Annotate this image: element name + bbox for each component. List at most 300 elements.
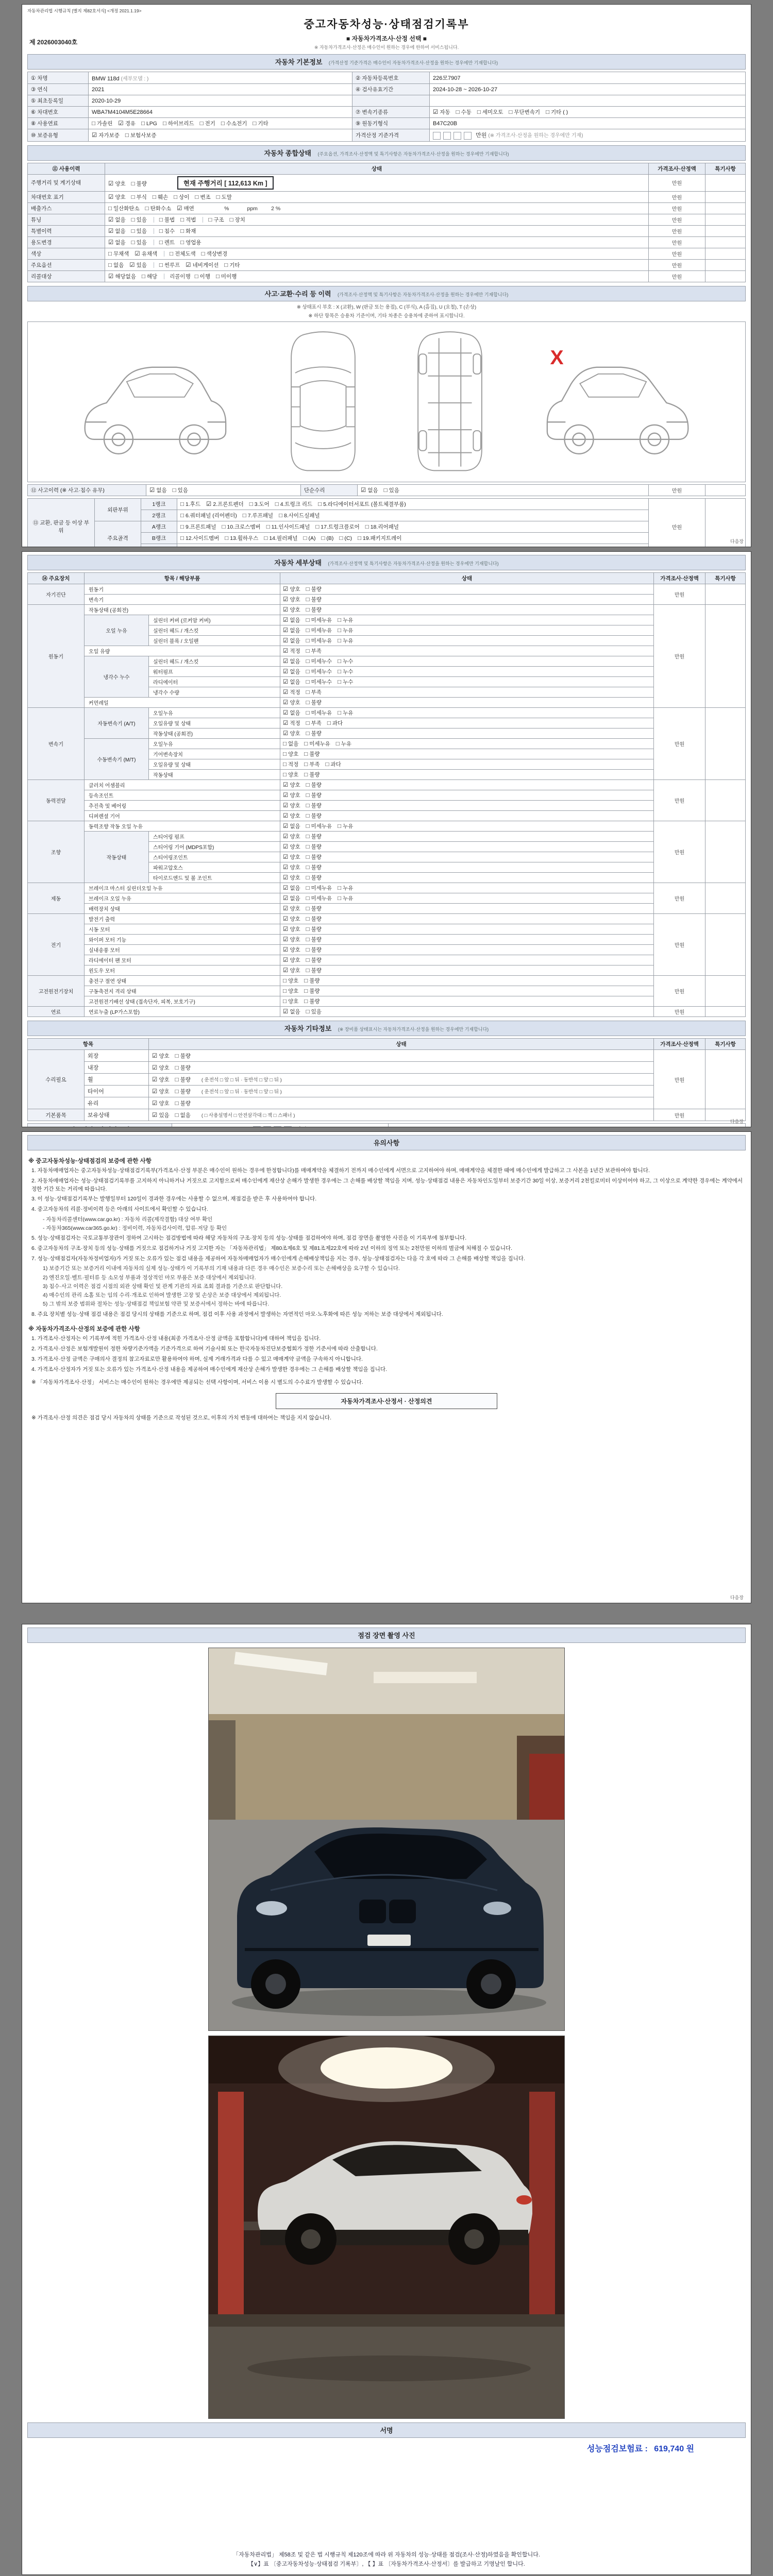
checkbox-option[interactable]: □ 불량 bbox=[306, 803, 322, 809]
checkbox-option[interactable]: □ 불량 bbox=[175, 1064, 191, 1071]
checkbox-option[interactable]: ☑ 없음 bbox=[283, 669, 300, 675]
checkbox-option[interactable]: □ 불량 bbox=[306, 854, 322, 860]
item-label: 파워고압호스 bbox=[149, 862, 280, 873]
item-label: 보유상태 bbox=[85, 1109, 149, 1121]
item-label: 추진축 및 베어링 bbox=[85, 801, 280, 811]
checkbox-option[interactable]: ☑ 양호 bbox=[283, 731, 300, 737]
checkbox-option[interactable]: □ 훼손 bbox=[152, 194, 169, 200]
checkbox-option[interactable]: ☑ 양호 bbox=[283, 947, 300, 953]
price-cell: 만원 bbox=[654, 708, 705, 780]
sub-label: 리콜이행 bbox=[170, 273, 191, 280]
checkbox-option[interactable]: □ 불량 bbox=[175, 1053, 191, 1059]
checkbox-option[interactable]: □ 미세누유 bbox=[306, 895, 332, 902]
checkbox-option[interactable]: ☑ 경유 bbox=[118, 121, 136, 127]
checkbox-option[interactable]: □ 불량 bbox=[304, 998, 320, 1005]
checkbox-option[interactable]: □ 불량 bbox=[304, 978, 320, 984]
checkbox-option[interactable]: □ 불량 bbox=[306, 700, 322, 706]
section-note: (가격산정 기준가격은 매수인이 자동차가격조사·산정을 원하는 경우에만 기재합니다) bbox=[328, 60, 498, 65]
checkbox-option[interactable]: □ 미세누유 bbox=[306, 638, 332, 644]
checkbox-option[interactable]: ☑ 없음 bbox=[283, 1009, 300, 1015]
checkbox-option[interactable]: □ (A) bbox=[303, 535, 316, 541]
checkbox-option[interactable]: ☑ 적정 bbox=[283, 689, 300, 696]
checkbox-option[interactable]: □ 누유 bbox=[338, 885, 354, 891]
checkbox-option[interactable]: □ 무단변속기 bbox=[509, 109, 541, 115]
checkbox-option[interactable]: ☑ 매연 bbox=[177, 205, 194, 212]
checkbox-option[interactable]: □ 미세누유 bbox=[306, 823, 332, 829]
checkbox-option[interactable]: □ 있음 bbox=[131, 228, 147, 234]
checkbox-option[interactable]: □ 누유 bbox=[338, 628, 354, 634]
checkbox-option[interactable]: ☑ 유채색 bbox=[135, 250, 158, 257]
checkbox-option[interactable]: □ 장치 bbox=[229, 216, 245, 223]
checkbox-option[interactable] bbox=[220, 546, 258, 547]
extra-options: ( □ 사용설명서 □ 안전삼각대 □ 잭 □ 스패너 ) bbox=[201, 1112, 295, 1118]
checkbox-option[interactable]: □ 불량 bbox=[304, 772, 320, 778]
item-label: 라디에이터 bbox=[149, 677, 280, 687]
checkbox-option[interactable]: □ 1.후드 bbox=[180, 501, 200, 507]
rank-label: B랭크 bbox=[141, 532, 177, 544]
checkbox-option[interactable]: ☑ 자가보증 bbox=[92, 132, 120, 139]
checkbox-option[interactable]: ☑ 없음 bbox=[283, 679, 300, 685]
field-value-regno: 226모7907 bbox=[430, 72, 746, 84]
checkbox-checked-icon: ☑ bbox=[283, 658, 289, 665]
checkbox-unchecked-icon: □ bbox=[306, 823, 310, 829]
item-state bbox=[280, 904, 654, 914]
checkbox-checked-icon: ☑ bbox=[108, 194, 114, 200]
checkbox-option[interactable]: ☑ 양호 bbox=[283, 700, 300, 706]
checkbox-option[interactable]: □ 렌트 bbox=[159, 239, 175, 246]
checkbox-option[interactable]: □ 불량 bbox=[306, 875, 322, 881]
checkbox-option[interactable]: □ 불량 bbox=[175, 1076, 191, 1083]
item-label: 내장 bbox=[85, 1062, 149, 1074]
checkbox-option[interactable]: ☑ 양호 bbox=[283, 792, 300, 799]
checkbox-option[interactable]: □ 4.트렁크 리드 bbox=[275, 501, 313, 507]
checkbox-option[interactable]: ☑ 해당없음 bbox=[108, 273, 136, 280]
checkbox-option[interactable]: ☑ 없음 bbox=[108, 216, 126, 223]
next-page-marker: 다음장 bbox=[730, 539, 744, 544]
item-label: 발전기 출력 bbox=[85, 914, 280, 924]
checkbox-option[interactable]: ☑ 없음 bbox=[283, 895, 300, 902]
section-accident-header bbox=[27, 286, 746, 301]
checkbox-option[interactable]: ☑ 양호 bbox=[283, 865, 300, 871]
checkbox-option[interactable]: ☑ 없음 bbox=[108, 228, 126, 234]
checkbox-option[interactable]: □ 불량 bbox=[306, 968, 322, 974]
checkbox-option[interactable]: □ 8.사이드실패널 bbox=[279, 512, 320, 519]
checkbox-option[interactable]: □ 누유 bbox=[335, 741, 352, 747]
checkbox-option[interactable]: □ 미세누유 bbox=[306, 885, 332, 891]
checkbox-option[interactable]: □ 미이행 bbox=[215, 273, 237, 280]
checkbox-option[interactable]: □ 3.도어 bbox=[249, 501, 270, 507]
checkbox-option[interactable]: ☑ 없음 bbox=[361, 487, 378, 494]
checkbox-option[interactable]: □ 불량 bbox=[306, 586, 322, 592]
remark-cell bbox=[705, 248, 746, 259]
checkbox-option[interactable]: ☑ 없음 bbox=[283, 638, 300, 644]
checkbox-option[interactable]: □ 18.리어패널 bbox=[365, 523, 399, 530]
checkbox-option[interactable]: □ 전기 bbox=[199, 121, 215, 127]
checkbox-option[interactable]: ☑ 양호 bbox=[283, 597, 300, 603]
checkbox-option[interactable]: □ 양호 bbox=[283, 751, 299, 757]
checkbox-option[interactable]: ☑ 양호 bbox=[108, 194, 126, 200]
checkbox-option[interactable]: ☑ 양호 bbox=[283, 813, 300, 819]
checkbox-option[interactable]: □ 불량 bbox=[306, 834, 322, 840]
checkbox-option[interactable]: □ 하이브리드 bbox=[162, 121, 194, 127]
checkbox-option[interactable]: ☑ 2.프론트펜더 bbox=[206, 501, 244, 507]
checkbox-option[interactable]: □ 누유 bbox=[338, 638, 354, 644]
checkbox-option[interactable]: □ 수동 bbox=[456, 109, 472, 115]
price-cell: 만원 bbox=[654, 1050, 705, 1109]
checkbox-option[interactable]: □ 기타 bbox=[224, 262, 240, 268]
checkbox-option[interactable]: □ 14.필러패널 bbox=[264, 535, 298, 541]
checkbox-unchecked-icon: □ bbox=[306, 782, 310, 788]
overall-row bbox=[28, 259, 746, 270]
checkbox-option[interactable]: □ 해당 bbox=[141, 273, 158, 280]
checkbox-option[interactable]: □ 영업용 bbox=[180, 239, 201, 246]
checkbox-checked-icon: ☑ bbox=[283, 638, 289, 644]
checkbox-option[interactable]: □ 5.라디에이터서포트 (볼트체결부품) bbox=[318, 501, 406, 507]
checkbox-option[interactable]: ☑ 양호 bbox=[152, 1088, 170, 1095]
checkbox-checked-icon: ☑ bbox=[206, 501, 212, 507]
section-note: (※ 장비품 상태표시는 자동차가격조사·산정을 원하는 경우에만 기재합니다) bbox=[338, 1027, 489, 1032]
checkbox-option[interactable]: □ 양호 bbox=[283, 772, 299, 778]
checkbox-option[interactable]: □ 불량 bbox=[306, 957, 322, 963]
checkbox-option[interactable]: ☑ 없음 bbox=[283, 823, 300, 829]
checkbox-option[interactable]: □ 11.인사이드패널 bbox=[266, 523, 310, 530]
checkbox-option[interactable]: ☑ 양호 bbox=[283, 844, 300, 850]
checkbox-option[interactable]: □ 불량 bbox=[306, 916, 322, 922]
checkbox-option[interactable]: □ 누수 bbox=[338, 669, 354, 675]
device-label: 전기 bbox=[28, 914, 85, 976]
insurance-fee-line bbox=[27, 2442, 746, 2454]
usage-state bbox=[105, 259, 649, 270]
next-page-marker: 다음장 bbox=[730, 1119, 744, 1124]
checkbox-option[interactable]: □ 있음 bbox=[131, 239, 147, 246]
checkbox-option[interactable]: □ 화재 bbox=[180, 228, 196, 234]
checkbox-unchecked-icon: □ bbox=[306, 617, 310, 623]
checkbox-checked-icon: ☑ bbox=[283, 813, 289, 819]
checkbox-option[interactable]: □ 미세누유 bbox=[306, 617, 332, 623]
device-label: 고전원전기장치 bbox=[28, 976, 85, 1007]
usage-label: 차대번호 표기 bbox=[28, 191, 105, 202]
checkbox-unchecked-icon: □ bbox=[108, 205, 112, 212]
checkbox-option[interactable]: □ 없음 bbox=[108, 262, 124, 268]
notes-item: 4) 매수인의 관리 소홀 또는 임의 수리·개조로 인하여 발생한 고장 및 손상은 보증 대상에서 제외됩니다. bbox=[43, 1292, 281, 1299]
checkbox-option[interactable]: ☑ 없음 bbox=[283, 658, 300, 665]
checkbox-checked-icon: ☑ bbox=[283, 885, 289, 891]
checkbox-option[interactable]: ☑ 양호 bbox=[283, 782, 300, 788]
checkbox-option[interactable]: □ 기타 bbox=[253, 121, 268, 127]
item-state bbox=[280, 811, 654, 821]
checkbox-option[interactable]: ☑ 양호 bbox=[283, 803, 300, 809]
checkbox-option[interactable]: □ 적정 bbox=[283, 761, 299, 768]
item-state bbox=[280, 801, 654, 811]
checkbox-option[interactable]: □ 부족 bbox=[304, 761, 320, 768]
item-state bbox=[280, 873, 654, 883]
checkbox-checked-icon: ☑ bbox=[283, 957, 289, 963]
price-digit-box bbox=[464, 132, 472, 140]
detail-row bbox=[28, 811, 746, 821]
checkbox-option[interactable]: □ 누수 bbox=[338, 679, 354, 685]
checkbox-option[interactable]: □ 불량 bbox=[306, 947, 322, 953]
checkbox-option[interactable]: □ 부족 bbox=[306, 648, 322, 654]
checkbox-option[interactable]: □ 7.루프패널 bbox=[242, 512, 274, 519]
checkbox-option[interactable]: □ 일산화탄소 bbox=[108, 205, 140, 212]
checkbox-option[interactable]: □ 9.프론트패널 bbox=[180, 523, 216, 530]
checkbox-option[interactable]: □ 불량 bbox=[306, 607, 322, 613]
checkbox-option[interactable]: □ 불량 bbox=[306, 813, 322, 819]
checkbox-option[interactable]: □ 과다 bbox=[327, 720, 343, 726]
checkbox-option[interactable]: □ 부식 bbox=[131, 194, 147, 200]
checkbox-option[interactable]: □ 13.휠하우스 bbox=[225, 535, 259, 541]
overall-state-table bbox=[27, 163, 746, 282]
checkbox-option[interactable]: ☑ 양호 bbox=[152, 1076, 170, 1083]
checkbox-option[interactable]: □ 세미오토 bbox=[477, 109, 503, 115]
detail-row bbox=[28, 986, 746, 996]
checkbox-option[interactable]: □ 있음 bbox=[131, 216, 147, 223]
checkbox-option[interactable]: □ 불법 bbox=[159, 216, 175, 223]
checkbox-option[interactable]: □ 침수 bbox=[159, 228, 175, 234]
checkbox-option[interactable]: □ 상이 bbox=[174, 194, 190, 200]
checkbox-option[interactable]: □ 구조 bbox=[208, 216, 224, 223]
field-label-inspection: ④ 검사유효기간 bbox=[352, 84, 430, 95]
checkbox-option[interactable]: ☑ 적정 bbox=[283, 648, 300, 654]
notes-item: 3. 이 성능·상태점검기록부는 발행일부터 120일이 경과한 경우에는 사용할 수 없으며, 재점검을 받은 후 사용하여야 합니다. bbox=[31, 1196, 317, 1202]
checkbox-option[interactable]: □ 부족 bbox=[306, 689, 322, 696]
item-state bbox=[149, 1050, 654, 1062]
checkbox-option[interactable]: ☑ 양호 bbox=[283, 834, 300, 840]
notes-item: 1. 가격조사·산정자는 이 기록부에 적힌 가격조사·산정 내용(최종 가격조사·산정 금액을 포함합니다)에 대하여 책임을 집니다. bbox=[31, 1335, 321, 1342]
checkbox-option[interactable]: □ 썬루프 bbox=[159, 262, 180, 268]
checkbox-option[interactable] bbox=[180, 546, 214, 547]
checkbox-option[interactable]: ☑ 양호 bbox=[283, 875, 300, 881]
legal-footer-line-1: 「자동차관리법」 제58조 및 같은 법 시행규칙 제120조에 따라 위 자동차의 성능·상태를 점검(조사·산정)하였음을 확인합니다. bbox=[233, 2551, 540, 2558]
checkbox-option[interactable]: □ 누수 bbox=[338, 658, 354, 665]
checkbox-checked-icon: ☑ bbox=[108, 228, 114, 234]
checkbox-option[interactable]: □ 누유 bbox=[338, 823, 354, 829]
checkbox-option[interactable]: □ 누유 bbox=[338, 710, 354, 716]
device-label: 조향 bbox=[28, 821, 85, 883]
checkbox-unchecked-icon: □ bbox=[159, 216, 163, 223]
col-remark: 특기사항 bbox=[705, 1039, 746, 1050]
checkbox-option[interactable]: □ 탄화수소 bbox=[145, 205, 172, 212]
checkbox-option[interactable]: ☑ 있음 bbox=[129, 262, 147, 268]
checkbox-unchecked-icon: □ bbox=[306, 968, 310, 974]
section-sign-header bbox=[27, 2422, 746, 2438]
checkbox-option[interactable]: □ 불량 bbox=[175, 1100, 191, 1107]
col-usage: ⑪ 사용이력 bbox=[28, 163, 105, 174]
checkbox-option[interactable]: ☑ 양호 bbox=[152, 1100, 170, 1107]
checkbox-checked-icon: ☑ bbox=[283, 669, 289, 675]
checkbox-option[interactable]: □ (C) bbox=[339, 535, 352, 541]
price-cell: 만원 bbox=[649, 259, 705, 270]
notes-item: ※ 가격조사·산정 의견은 점검 당시 자동차의 상태를 기준으로 작성된 것으로, 이후의 가치 변동에 대하여는 책임을 지지 않습니다. bbox=[31, 1415, 332, 1421]
checkbox-option[interactable]: □ 미세누유 bbox=[306, 628, 332, 634]
item-state bbox=[280, 656, 654, 667]
checkbox-option[interactable]: □ 불량 bbox=[175, 1088, 191, 1095]
checkbox-option[interactable]: □ 전체도색 bbox=[170, 250, 196, 257]
checkbox-option[interactable]: ☑ 양호 bbox=[283, 926, 300, 933]
checkbox-unchecked-icon: □ bbox=[306, 1009, 310, 1015]
checkbox-option[interactable]: □ 불량 bbox=[306, 597, 322, 603]
checkbox-option[interactable]: □ 보험사보증 bbox=[125, 132, 157, 139]
item-state bbox=[280, 770, 654, 780]
checkbox-option[interactable]: ☑ 양호 bbox=[283, 906, 300, 912]
checkbox-unchecked-icon: □ bbox=[180, 535, 184, 541]
section-overall-header bbox=[27, 145, 746, 161]
page-1 bbox=[22, 4, 751, 547]
checkbox-option[interactable]: ☑ 양호 bbox=[283, 937, 300, 943]
checkbox-option[interactable]: □ 불량 bbox=[306, 844, 322, 850]
checkbox-option[interactable]: □ 양호 bbox=[283, 998, 299, 1005]
item-state bbox=[280, 584, 654, 595]
checkbox-option[interactable]: □ 양호 bbox=[283, 988, 299, 994]
inspection-photo-1 bbox=[208, 1648, 565, 2031]
checkbox-option[interactable]: ☑ 없음 bbox=[108, 239, 126, 246]
overall-row bbox=[28, 225, 746, 236]
checkbox-unchecked-icon: □ bbox=[266, 523, 270, 530]
checkbox-unchecked-icon: □ bbox=[306, 895, 310, 902]
checkbox-unchecked-icon: □ bbox=[306, 792, 310, 799]
checkbox-option[interactable]: □ 누유 bbox=[338, 617, 354, 623]
checkbox-option[interactable]: ☑ 없음 bbox=[283, 617, 300, 623]
checkbox-option[interactable]: □ (B) bbox=[321, 535, 334, 541]
checkbox-unchecked-icon: □ bbox=[172, 487, 176, 494]
checkbox-option[interactable]: ☑ 양호 bbox=[283, 968, 300, 974]
checkbox-checked-icon: ☑ bbox=[283, 803, 289, 809]
panel-options bbox=[177, 510, 649, 521]
checkbox-option[interactable]: □ 도말 bbox=[216, 194, 232, 200]
checkbox-option[interactable]: □ 변조 bbox=[195, 194, 211, 200]
checkbox-option[interactable]: □ 가솔린 bbox=[92, 121, 113, 127]
checkbox-option[interactable]: ☑ 양호 bbox=[108, 180, 126, 187]
checkbox-option[interactable]: □ 없음 bbox=[175, 1112, 191, 1118]
checkbox-option[interactable]: ☑ 양호 bbox=[283, 607, 300, 613]
exchange-parts-table bbox=[27, 498, 746, 547]
detail-row bbox=[28, 708, 746, 718]
checkbox-option[interactable]: □ 불량 bbox=[306, 865, 322, 871]
checkbox-option[interactable]: □ 불량 bbox=[304, 751, 320, 757]
col-item: 항목 / 해당부품 bbox=[85, 573, 280, 584]
price-cell: 만원 bbox=[649, 202, 705, 214]
item-label: 배력장치 상태 bbox=[85, 904, 280, 914]
checkbox-option[interactable]: □ 미세누유 bbox=[304, 741, 330, 747]
checkbox-option[interactable]: ☑ 없음 bbox=[283, 628, 300, 634]
checkbox-option[interactable]: □ 미세누수 bbox=[306, 679, 332, 685]
checkbox-option[interactable]: ☑ 양호 bbox=[152, 1064, 170, 1071]
checkbox-unchecked-icon: □ bbox=[338, 617, 342, 623]
price-cell: 만원 bbox=[649, 270, 705, 282]
checkbox-option[interactable]: ☑ 네비게이션 bbox=[186, 262, 219, 268]
checkbox-option[interactable]: ☑ 없음 bbox=[149, 487, 167, 494]
checkbox-option[interactable]: ☑ 양호 bbox=[283, 854, 300, 860]
photo-garage-front-view bbox=[209, 1648, 564, 2030]
checkbox-option[interactable]: □ 6.쿼터패널 (리어펜더) bbox=[180, 512, 237, 519]
checkbox-option[interactable]: □ 없음 bbox=[283, 741, 299, 747]
checkbox-option[interactable]: ☑ 양호 bbox=[152, 1053, 170, 1059]
checkbox-option[interactable]: ☑ 양호 bbox=[283, 586, 300, 592]
checkbox-checked-icon: ☑ bbox=[118, 121, 124, 127]
checkbox-option[interactable]: □ 있음 bbox=[172, 487, 188, 494]
checkbox-option[interactable]: □ 부족 bbox=[306, 720, 322, 726]
overall-head-row bbox=[28, 163, 746, 174]
checkbox-option[interactable]: □ 불량 bbox=[306, 937, 322, 943]
price-cell: 만원 bbox=[654, 976, 705, 1007]
checkbox-option[interactable]: □ 누유 bbox=[338, 895, 354, 902]
checkbox-option[interactable]: ☑ 양호 bbox=[283, 957, 300, 963]
rank-label: 2랭크 bbox=[141, 510, 177, 521]
checkbox-option[interactable]: □ 19.패키지트레이 bbox=[357, 535, 402, 541]
checkbox-checked-icon: ☑ bbox=[283, 937, 289, 943]
checkbox-unchecked-icon: □ bbox=[175, 1112, 179, 1118]
checkbox-option[interactable]: □ 색상변경 bbox=[201, 250, 228, 257]
checkbox-option[interactable]: □ 양호 bbox=[283, 978, 299, 984]
checkbox-option[interactable]: ☑ 없음 bbox=[283, 710, 300, 716]
checkbox-option[interactable]: ☑ 있음 bbox=[152, 1112, 170, 1118]
checkbox-unchecked-icon: □ bbox=[327, 720, 331, 726]
exchange-label: ⑬ 교환, 판금 등 이상 부위 bbox=[28, 498, 95, 547]
checkbox-unchecked-icon: □ bbox=[108, 250, 112, 257]
price-cell: 만원 bbox=[654, 883, 705, 914]
checkbox-option[interactable]: □ 과다 bbox=[325, 761, 341, 768]
checkbox-option[interactable]: □ 있음 bbox=[306, 1009, 322, 1015]
checkbox-option[interactable]: □ 12.사이드멤버 bbox=[180, 535, 220, 541]
remark-cell bbox=[705, 214, 746, 225]
checkbox-option[interactable]: □ 미세누유 bbox=[306, 710, 332, 716]
checkbox-option[interactable]: ☑ 없음 bbox=[283, 885, 300, 891]
checkbox-option[interactable]: ☑ 적정 bbox=[283, 720, 300, 726]
checkbox-option[interactable]: □ 17.트렁크플로어 bbox=[315, 523, 360, 530]
item-state bbox=[280, 718, 654, 728]
checkbox-option[interactable]: □ 불량 bbox=[131, 180, 147, 187]
checkbox-option[interactable]: □ 미세누수 bbox=[306, 658, 332, 665]
checkbox-unchecked-icon: □ bbox=[180, 523, 184, 530]
checkbox-option[interactable]: □ 기타 ( ) bbox=[546, 109, 568, 115]
checkbox-option[interactable]: ☑ 양호 bbox=[283, 916, 300, 922]
checkbox-option[interactable]: □ 10.크로스멤버 bbox=[222, 523, 261, 530]
car-diagram-front-perspective bbox=[72, 330, 237, 474]
checkbox-unchecked-icon: □ bbox=[131, 180, 135, 187]
field-value-name bbox=[89, 72, 352, 84]
usage-state bbox=[105, 174, 649, 191]
checkbox-option[interactable]: □ 적법 bbox=[180, 216, 196, 223]
checkbox-option[interactable]: □ 수소전기 bbox=[221, 121, 247, 127]
checkbox-option[interactable]: □ 있음 bbox=[383, 487, 399, 494]
checkbox-option[interactable]: □ 미세누수 bbox=[306, 669, 332, 675]
item-state bbox=[280, 965, 654, 976]
item-label: 기어변속장치 bbox=[149, 749, 280, 759]
checkbox-option[interactable]: □ 불량 bbox=[306, 906, 322, 912]
checkbox-option[interactable]: □ LPG bbox=[141, 121, 157, 127]
checkbox-option[interactable]: □ 이행 bbox=[194, 273, 210, 280]
detail-state-table bbox=[27, 572, 746, 1017]
item-state bbox=[280, 842, 654, 852]
checkbox-option[interactable]: ☑ 자동 bbox=[433, 109, 450, 115]
checkbox-option[interactable]: □ 불량 bbox=[306, 782, 322, 788]
remark-cell bbox=[705, 605, 746, 708]
item-label: 고전원전기배선 상태 (접속단자, 피복, 보호기구) bbox=[85, 996, 280, 1007]
checkbox-unchecked-icon: □ bbox=[357, 535, 361, 541]
checkbox-option[interactable]: □ 불량 bbox=[304, 988, 320, 994]
detail-row bbox=[28, 904, 746, 914]
price-cell: 만원 bbox=[654, 821, 705, 883]
document-title: 중고자동차성능·상태점검기록부 bbox=[304, 19, 469, 30]
checkbox-checked-icon: ☑ bbox=[283, 710, 289, 716]
final-price-value bbox=[172, 1124, 389, 1128]
checkbox-option[interactable]: □ 불량 bbox=[306, 926, 322, 933]
checkbox-option[interactable]: □ 불량 bbox=[306, 731, 322, 737]
checkbox-option[interactable]: □ 무채색 bbox=[108, 250, 129, 257]
checkbox-option[interactable]: □ 불량 bbox=[306, 792, 322, 799]
field-label-year: ③ 연식 bbox=[28, 84, 89, 95]
item-state bbox=[280, 739, 654, 749]
